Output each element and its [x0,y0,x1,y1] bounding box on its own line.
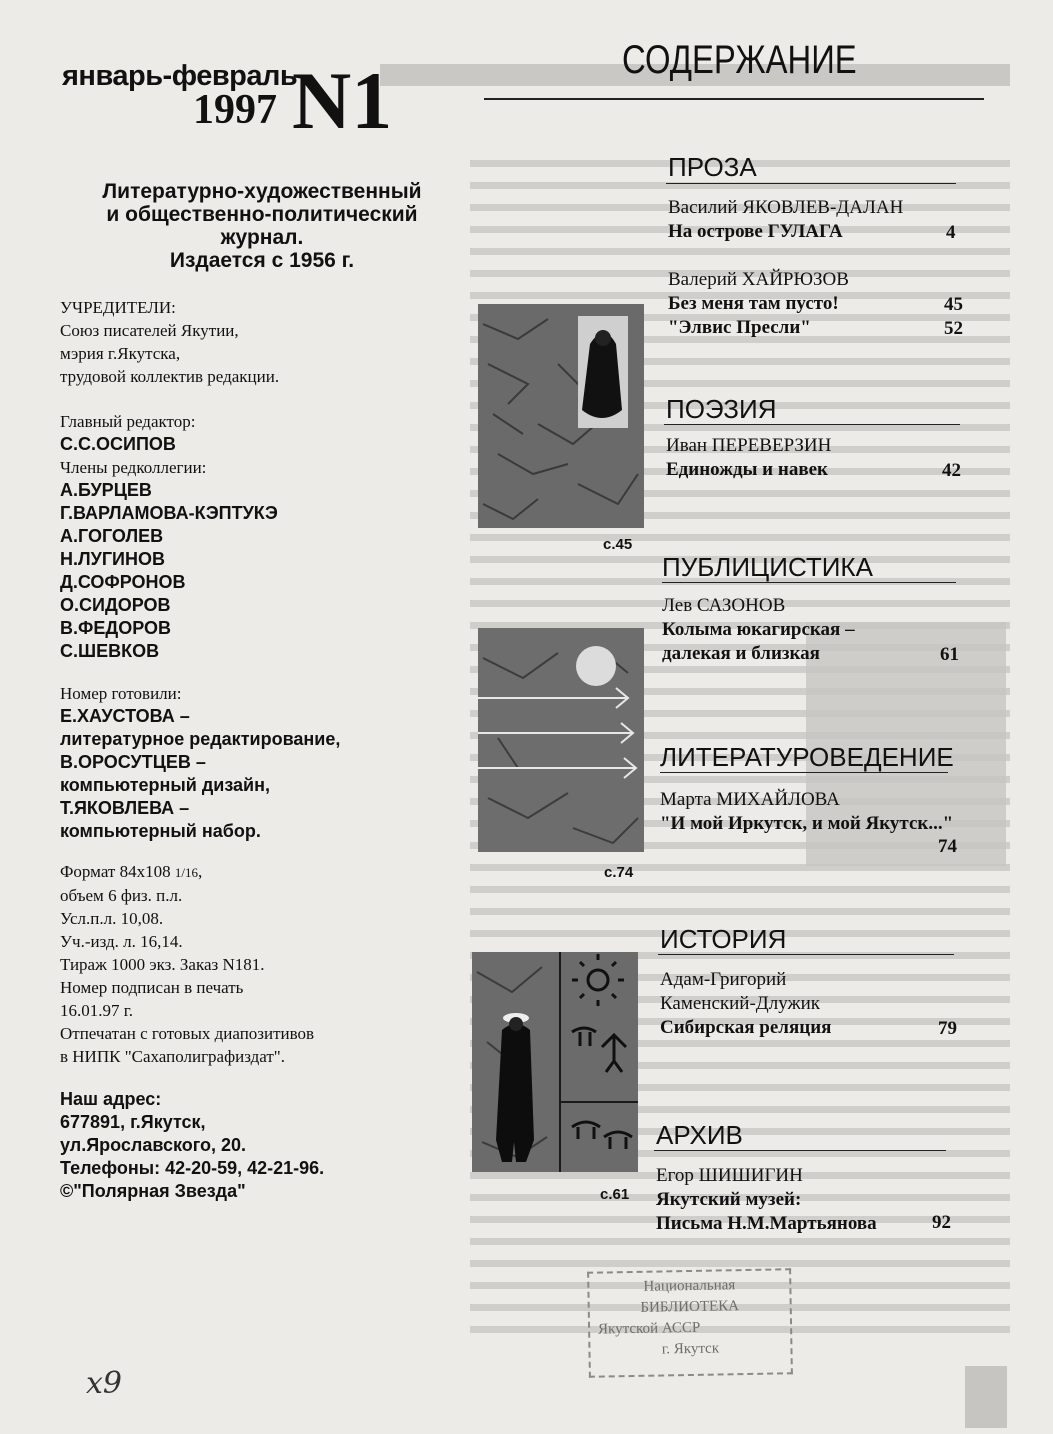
founder-line: мэрия г.Якутска, [60,344,181,363]
toc-work-title: Якутский музей: [656,1189,802,1210]
toc-entry [656,1164,877,1236]
stamp-line: Национальная [643,1277,736,1295]
section-title-history: ИСТОРИЯ [660,924,787,954]
stamp-line: г. Якутск [661,1340,720,1358]
toc-page-number: 61 [940,644,959,665]
founders-block [60,296,279,388]
imprint-line: Тираж 1000 экз. Заказ N181. [60,955,265,974]
toc-author: Валерий ХАЙРЮЗОВ [668,269,849,290]
show-through-line [560,886,1010,893]
toc-page-number: 42 [942,460,961,481]
toc-entry [666,434,831,482]
board-member: А.БУРЦЕВ [60,480,152,500]
show-through-line [470,1194,560,1201]
address-line: Наш адрес: [60,1089,162,1109]
show-through-line [470,160,560,167]
board-member: С.ШЕВКОВ [60,641,160,661]
contents-title: СОДЕРЖАНИЕ [622,38,857,82]
imprint-line: Уч.-изд. л. 16,14. [60,932,183,951]
show-through-line [560,160,1010,167]
address-line: ул.Ярославского, 20. [60,1135,247,1155]
illustration-monk [478,304,644,528]
prepared-line: В.ОРОСУТЦЕВ – [60,752,206,772]
petroglyph-texture [472,952,638,1172]
toc-page-number: 52 [944,318,963,339]
address-line: 677891, г.Якутск, [60,1112,206,1132]
show-through-line [470,556,560,563]
section-rule [662,582,956,583]
board-member: А.ГОГОЛЕВ [60,526,164,546]
show-through-line [470,1326,560,1333]
show-through-line [560,248,1010,255]
founder-line: трудовой коллектив редакции. [60,367,280,386]
section-title-publicism: ПУБЛИЦИСТИКА [662,552,873,582]
prepared-line: Е.ХАУСТОВА – [60,706,190,726]
founder-line: Союз писателей Якутии, [60,321,239,340]
toc-work-title: Единожды и навек [666,459,828,480]
toc-author: Василий ЯКОВЛЕВ-ДАЛАН [668,197,904,218]
toc-work-title: далекая и близкая [662,643,820,664]
toc-page-number: 45 [944,294,963,315]
show-through-line [470,578,560,585]
toc-work-title: На острове ГУЛАГА [668,221,843,242]
format-fraction: 1/16 [174,865,198,880]
chief-editor-label: Главный редактор: [60,412,196,431]
toc-work-title: Сибирская реляция [660,1017,832,1038]
prepared-block [60,682,340,843]
toc-work-title: Без меня там пусто! [668,293,839,314]
caption-p45: с.45 [603,536,633,553]
arrows-texture [478,628,644,852]
journal-desc-line: журнал. [220,226,304,249]
imprint-block [60,860,314,1068]
show-through-line [470,1238,560,1245]
chief-editor-name: С.С.ОСИПОВ [60,434,176,454]
toc-author: Егор ШИШИГИН [656,1165,803,1186]
show-through-line [470,864,560,871]
show-through-line [470,1304,560,1311]
board-member: Н.ЛУГИНОВ [60,549,165,569]
show-through-line [470,908,560,915]
show-through-line [470,534,560,541]
journal-desc-line: и общественно-политический [106,203,418,226]
imprint-line: в НИПК "Сахаполиграфиздат". [60,1047,285,1066]
show-through-line [470,1282,560,1289]
imprint-line: 16.01.97 г. [60,1001,134,1020]
section-rule [666,183,956,184]
toc-entry [668,196,903,244]
journal-description [62,180,462,272]
section-rule [658,954,954,955]
show-through-line [560,1238,1010,1245]
show-through-line [470,292,560,299]
show-through-line [470,248,560,255]
imprint-line: Отпечатан с готовых диапозитивов [60,1024,315,1043]
toc-page-number: 74 [938,836,957,857]
toc-entry [668,268,849,340]
address-line: Телефоны: 42-20-59, 42-21-96. [60,1158,325,1178]
founders-title: УЧРЕДИТЕЛИ: [60,298,176,317]
section-title-literary-studies: ЛИТЕРАТУРОВЕДЕНИЕ [660,742,954,772]
show-through-line [470,930,560,937]
section-rule [664,424,960,425]
issue-number: N1 [292,55,393,146]
board-member: Г.ВАРЛАМОВА-КЭПТУКЭ [60,503,278,523]
show-through-line [470,182,560,189]
prepared-line: компьютерный дизайн, [60,775,270,795]
toc-author: Марта МИХАЙЛОВА [660,789,840,810]
prepared-line: компьютерный набор. [60,821,261,841]
stone-texture [478,304,644,528]
toc-author: Лев САЗОНОВ [662,595,786,616]
show-through-line [470,204,560,211]
caption-p74: с.74 [604,864,634,881]
show-through-line [560,1260,1010,1267]
show-through-line [470,270,560,277]
toc-work-title: Письма Н.М.Мартьянова [656,1213,877,1234]
toc-page-number: 92 [932,1212,951,1233]
toc-work-title: Колыма юкагирская – [662,619,855,640]
show-through-line [470,886,560,893]
show-through-line [560,908,1010,915]
library-stamp [587,1268,793,1378]
toc-work-title: "Элвис Пресли" [668,317,811,338]
section-title-archive: АРХИВ [656,1120,743,1150]
board-label: Члены редколлегии: [60,458,207,477]
show-through-line [470,1216,560,1223]
toc-page-number: 4 [946,222,956,243]
prepared-label: Номер готовили: [60,684,182,703]
toc-page-number: 79 [938,1018,957,1039]
section-title-prose: ПРОЗА [668,152,757,182]
stamp-line: БИБЛИОТЕКА [640,1298,740,1316]
issue-months: январь-февраль [62,60,298,92]
imprint-line: объем 6 физ. п.л. [60,886,183,905]
caption-p61: с.61 [600,1186,630,1203]
board-member: О.СИДОРОВ [60,595,171,615]
section-title-poetry: ПОЭЗИЯ [666,394,777,424]
toc-author: Иван ПЕРЕВЕРЗИН [666,435,832,456]
toc-entry [660,968,831,1040]
prepared-line: Т.ЯКОВЛЕВА – [60,798,190,818]
toc-work-title: "И мой Иркутск, и мой Якутск..." [660,813,954,834]
section-rule [654,1150,946,1151]
show-through-line [470,1172,560,1179]
toc-entry [662,594,855,666]
address-block [60,1088,324,1203]
board-member: Д.СОФРОНОВ [60,572,186,592]
illustration-arrows [478,628,644,852]
board-member: В.ФЕДОРОВ [60,618,171,638]
contents-rule [484,98,984,100]
journal-desc-line: Литературно-художественный [102,180,422,203]
prepared-line: литературное редактирование, [60,729,341,749]
illustration-man-petroglyphs [472,952,638,1172]
handwritten-mark: х9 [86,1366,123,1401]
format-value: Формат 84x108 [60,862,171,881]
page-corner-tab [965,1366,1007,1428]
stamp-line: Якутской АССР [597,1319,701,1338]
show-through-line [470,1260,560,1267]
show-through-line [470,600,560,607]
issue-year: 1997 [193,87,277,133]
imprint-format: Формат 84x108 1/16, [60,862,203,881]
show-through-line [470,226,560,233]
imprint-line: Номер подписан в печать [60,978,244,997]
toc-entry [660,788,953,836]
toc-author: Адам-Григорий [660,969,787,990]
section-rule [660,772,948,773]
toc-author: Каменский-Длужик [660,993,821,1014]
address-line: ©"Полярная Звезда" [60,1181,246,1201]
editors-block [60,410,278,663]
journal-desc-line: Издается с 1956 г. [169,249,355,272]
imprint-line: Усл.п.л. 10,08. [60,909,164,928]
